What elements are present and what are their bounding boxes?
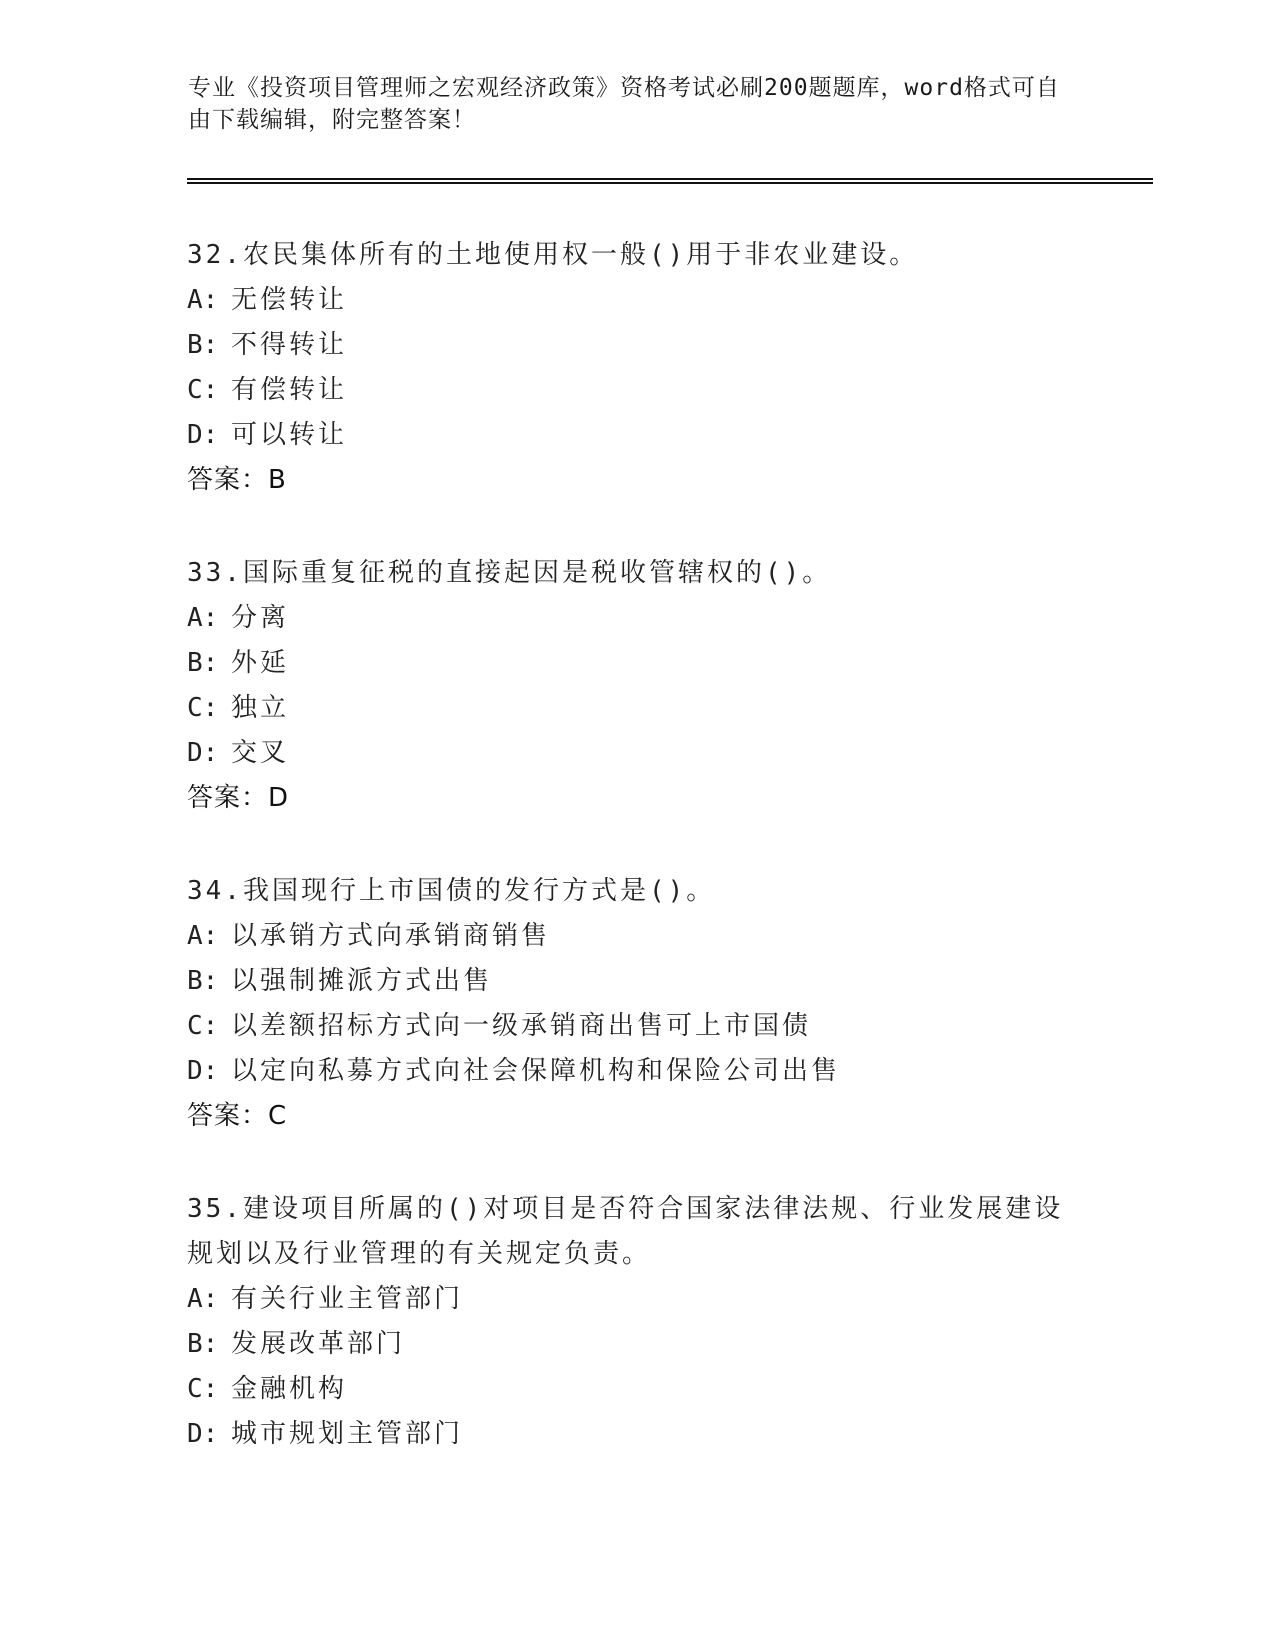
option-letter: D: xyxy=(187,420,219,450)
question-35 xyxy=(187,1187,1087,1457)
option-letter: B: xyxy=(187,330,219,360)
question-stem: 34.我国现行上市国债的发行方式是()。 xyxy=(187,876,716,906)
question-stem: 35.建设项目所属的()对项目是否符合国家法律法规、行业发展建设规划以及行业管理的有关规定负责。 xyxy=(187,1194,1064,1269)
option-letter: A: xyxy=(187,603,219,633)
option-c xyxy=(187,1367,1087,1412)
option-c xyxy=(187,686,1087,731)
option-text: 有关行业主管部门 xyxy=(231,1284,464,1314)
header-divider xyxy=(187,178,1153,184)
option-d xyxy=(187,731,1087,776)
option-b xyxy=(187,959,1087,1004)
question-32 xyxy=(187,233,1087,503)
option-a xyxy=(187,278,1087,323)
option-b xyxy=(187,1322,1087,1367)
option-a xyxy=(187,914,1087,959)
option-text: 以差额招标方式向一级承销商出售可上市国债 xyxy=(231,1011,812,1041)
option-c xyxy=(187,368,1087,413)
option-text: 有偿转让 xyxy=(231,375,348,405)
option-letter: C: xyxy=(187,693,219,723)
option-b xyxy=(187,641,1087,686)
answer-line: 答案：C xyxy=(187,1101,288,1131)
option-letter: A: xyxy=(187,1284,219,1314)
option-text: 可以转让 xyxy=(231,420,348,450)
option-d xyxy=(187,1049,1087,1094)
option-letter: B: xyxy=(187,1329,219,1359)
answer-line: 答案：B xyxy=(187,465,287,495)
option-text: 分离 xyxy=(231,603,290,633)
option-text: 城市规划主管部门 xyxy=(231,1419,464,1449)
option-letter: D: xyxy=(187,738,219,768)
question-stem: 33.国际重复征税的直接起因是税收管辖权的()。 xyxy=(187,558,832,588)
option-text: 金融机构 xyxy=(231,1374,348,1404)
option-text: 独立 xyxy=(231,693,290,723)
question-33 xyxy=(187,551,1087,821)
option-letter: A: xyxy=(187,921,219,951)
option-letter: D: xyxy=(187,1419,219,1449)
option-text: 无偿转让 xyxy=(231,285,348,315)
option-letter: C: xyxy=(187,375,219,405)
option-text: 交叉 xyxy=(231,738,290,768)
option-letter: A: xyxy=(187,285,219,315)
option-text: 外延 xyxy=(231,648,290,678)
option-text: 发展改革部门 xyxy=(231,1329,406,1359)
option-letter: D: xyxy=(187,1056,219,1086)
question-34 xyxy=(187,869,1087,1139)
option-letter: C: xyxy=(187,1374,219,1404)
option-text: 以定向私募方式向社会保障机构和保险公司出售 xyxy=(231,1056,841,1086)
option-d xyxy=(187,413,1087,458)
document-header: 专业《投资项目管理师之宏观经济政策》资格考试必刷200题题库，word格式可自由下载编辑，附完整答案！ xyxy=(188,75,1060,133)
option-text: 不得转让 xyxy=(231,330,348,360)
option-b xyxy=(187,323,1087,368)
option-letter: C: xyxy=(187,1011,219,1041)
question-stem: 32.农民集体所有的土地使用权一般()用于非农业建设。 xyxy=(187,240,919,270)
option-a xyxy=(187,596,1087,641)
answer-line: 答案：D xyxy=(187,783,290,813)
option-text: 以承销方式向承销商销售 xyxy=(231,921,551,951)
option-letter: B: xyxy=(187,966,219,996)
option-c xyxy=(187,1004,1087,1049)
option-letter: B: xyxy=(187,648,219,678)
option-a xyxy=(187,1277,1087,1322)
option-text: 以强制摊派方式出售 xyxy=(231,966,493,996)
question-list xyxy=(187,233,1087,1505)
option-d xyxy=(187,1412,1087,1457)
